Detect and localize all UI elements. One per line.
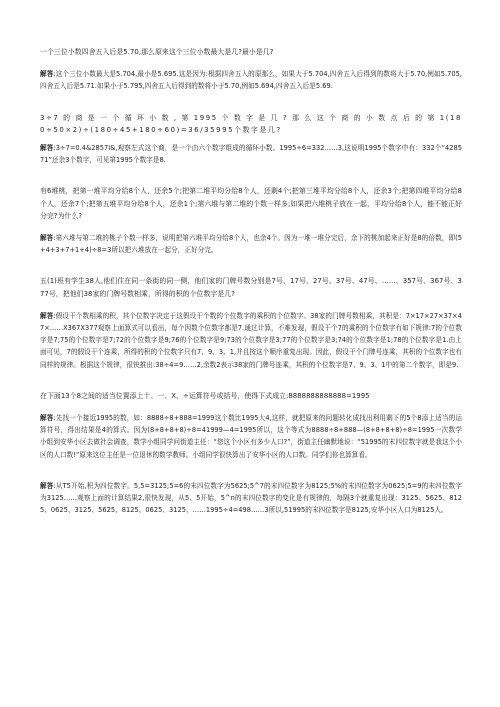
answer-1: [40, 68, 462, 92]
answer-label: 解答: [40, 311, 54, 320]
answer-6: [40, 480, 462, 517]
answer-text: :3÷7=0.4&2857I&,观察左式这个商，是一个由六个数字组成的循环小数。1995÷6=332……3,这说明1995个数字中有：332个“428571”还余3个数字，可见第1995个数字是8.: [40, 144, 462, 165]
answer-text: :这个三位小数最大是5.704,最小是5.695.这是因为:根据四舍五入的原那么，如果大于5.704,四舍五入后得到的数将大于5.70,例如5.705,四舍五入后是5.71.如果小于5.795,四舍五入后得到的数将小于5.70,例如5.694,四舍五入后是5.69.: [40, 70, 462, 91]
answer-label: 解答: [40, 144, 54, 153]
question-1: 一个三位小数四舍五入后是5.70,那么原来这个三位小数最大是几?最小是几?: [40, 48, 274, 56]
answer-label: 解答: [40, 414, 54, 423]
answer-2: [40, 142, 462, 166]
answer-label: 解答: [40, 70, 54, 79]
answer-5: [40, 412, 462, 461]
question-5: 在下面13个8之间的适当位置添上十、一、X、÷运算符号或括号，使得下式成立:8888888888888=1995: [40, 391, 370, 400]
question-4: 五(1)班有学生38人,他们住在同一条街的同一侧，他们家的门牌号数分别是7号、17号、27号、37号、47号、……、357号、367号、377号，把他们38家的门牌号数相乘，所得的积的个位数字是几?: [40, 277, 462, 298]
answer-4: [40, 310, 462, 371]
answer-text: :假设干个数相乘的积，其个位数字决定于这假设干个数的个位数字的乘积的个位数字。38家的门牌号数相乘，其积是：7×17×27×37×47×……X367X377观察上面算式可以看出，每个因数个位数字都是7.通过计算，不难发现，假设干个7的乘积的个位数字有如下规律:7的个位数字是7;75的个位数字是7;72的个位数字是9;76的个位数字是9;73的个位数字是3;77的个位数字是3;74的个位数字是1;78的个位数字是1.由上面可见，7的假设干个连乘，所得的积的个位数字只有7、9、3、1,并且按这个顺序重复出现。因此，假设干个门牌号连乘，其积的个位数字也有同样的规律。根据这个规律，很快推出:38÷4=9……2,余数2表示38家的门牌号连乘，其积的个位数字是7、9、3、1中的第二个数字，即是9.: [40, 311, 462, 369]
answer-text: :从T5开始,积为四位数字。5,5=3125;5=6的末四位数字为5625;5^7的末四位数字为8125;5%的末四位数字为0625;5=9的末四位数字为3125……观察上面的计算结果2,很快发现，从5、5开始，5^n的末四位数字的变化是有规律的，每隔3个就重复出现：3125、5625、8125、0625、3125、5625、8125、0625、3125、……1995÷4=498……3所以,51995的末四位数字是8125,安华小区人口为8125人。: [40, 481, 462, 515]
answer-3: [40, 232, 462, 256]
answer-text: :第六堆与第二堆的桃子个数一样多，说明把第六堆平均分给8个人，也余4个。因为一堆一堆分完后，余下的桃加起来正好是8的倍数，即(5+4+3+7+1+4)÷8=3所以把六堆放在一起分，正好分完。: [40, 234, 462, 255]
answer-label: 解答: [40, 234, 54, 243]
question-2: 3÷7 的 商 是 一 个 循 环 小 数 , 第 1995 个 数 字 是 几 ? 那 么 这 个 商 的 小 数 点 后 的 第 1(180÷50×2)÷(180÷45+180÷60)=36/35995个数字是几?: [40, 113, 462, 134]
question-3: 有6堆桃，把第一堆平均分给8个人，还余5个;把第二堆平均分给8个人，还剩4个;把第三堆平均分给8个人，还余3个;把第四堆平均分给8个人，还余7个;把第五堆平均分给8个人，还余1个;第六堆与第二堆的个数一样多;如果把六堆桃子放在一起，平均分给8个人，能不能正好分完?为什么?: [40, 187, 462, 220]
answer-text: :先找一个接近1995的数，如：8888÷8+888=1999这个数比1995大4,这样，就把原来的问题转化成找出利用剩下的5个8添上适当的运算符号，得出结果是4的算式。因为(8+8+8+8)÷8=41999—4=1995所以，这个等式为8888÷8+888—(8+8+8+8)÷8=1995一次数学小组到安华小区去做社会调查，数学小组同学问街道主任：“您这个小区有多少人口?”，街道主任幽默地说：“51995的末四位数字就是我这个小区的人口数!”原来这位主任是一位退休的数学教师。小组同学很快算出了安华小区的人口数。同学们你也算算看。: [40, 414, 462, 459]
answer-label: 解答: [40, 481, 54, 490]
